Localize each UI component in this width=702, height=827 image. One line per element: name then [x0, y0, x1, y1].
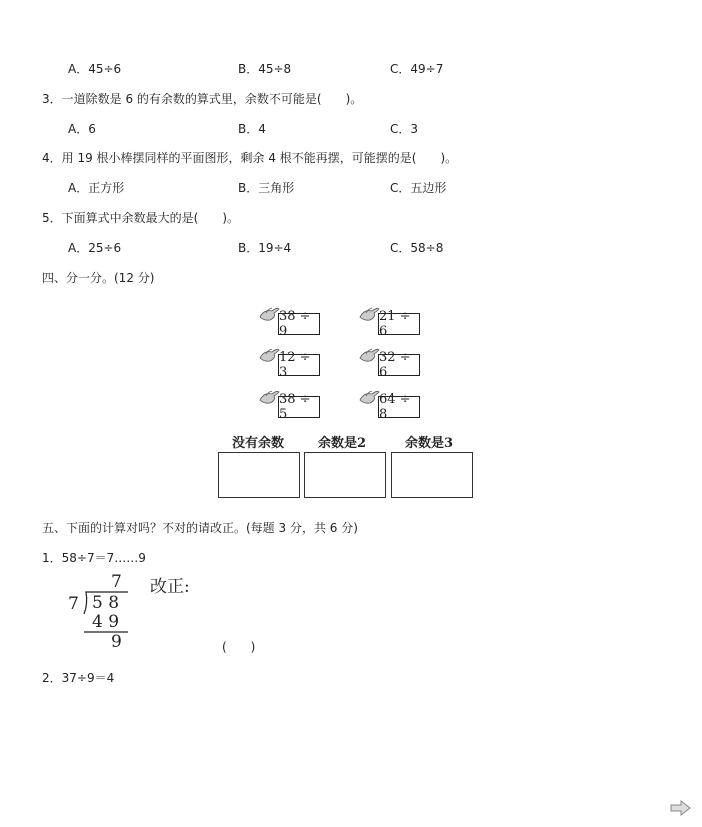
bird-icon [258, 346, 280, 366]
section4-title: 四、分一分。(12 分) [42, 271, 155, 285]
q4-option-b: B．三角形 [238, 181, 295, 195]
q5-option-a: A．25÷6 [68, 241, 122, 255]
q5-option-c: C．58÷8 [390, 241, 444, 255]
expression-box: 21 ÷ 6 [378, 313, 420, 335]
q3-option-a: A．6 [68, 122, 96, 136]
q4-option-a: A．正方形 [68, 181, 125, 195]
q3-option-b: B．4 [238, 122, 266, 136]
q5-text: 5．下面算式中余数最大的是( )。 [42, 211, 239, 225]
expression-box: 64 ÷ 8 [378, 396, 420, 418]
category-label-remainder-3: 余数是3 [405, 436, 454, 451]
divisor: 7 [68, 594, 79, 614]
bird-icon [358, 346, 380, 366]
long-division [60, 572, 150, 652]
q4-text: 4．用 19 根小棒摆同样的平面图形，剩余 4 根不能再摆，可能摆的是( )。 [42, 151, 458, 165]
section5-item2: 2．37÷9＝4 [42, 671, 115, 685]
division-bracket [60, 572, 150, 652]
expression-box: 38 ÷ 9 [278, 313, 320, 335]
bird-icon [358, 305, 380, 325]
bird-icon [258, 388, 280, 408]
q3-text: 3．一道除数是 6 的有余数的算式里，余数不可能是( )。 [42, 92, 363, 106]
q2-option-b: B．45÷8 [238, 62, 292, 76]
answer-paren[interactable]: ( ) [222, 640, 256, 654]
answer-box-no-remainder[interactable] [218, 452, 300, 498]
division-card [258, 305, 346, 339]
section5-item1: 1．58÷7＝7……9 [42, 551, 146, 565]
q4-option-c: C．五边形 [390, 181, 447, 195]
division-card [358, 346, 446, 380]
q3-option-c: C．3 [390, 122, 419, 136]
q2-option-a: A．45÷6 [68, 62, 122, 76]
product: 4 9 [92, 612, 120, 632]
division-card [358, 305, 446, 339]
q2-option-c: C．49÷7 [390, 62, 444, 76]
dividend: 5 8 [92, 593, 120, 613]
bird-icon [358, 388, 380, 408]
remainder: 9 [111, 632, 122, 652]
expression-box: 32 ÷ 6 [378, 354, 420, 376]
expression-box: 12 ÷ 3 [278, 354, 320, 376]
division-card [358, 388, 446, 422]
answer-box-remainder-3[interactable] [391, 452, 473, 498]
answer-box-remainder-2[interactable] [304, 452, 386, 498]
quotient: 7 [111, 572, 122, 592]
q5-option-b: B．19÷4 [238, 241, 292, 255]
correction-label: 改正: [150, 577, 190, 597]
category-label-no-remainder: 没有余数 [232, 436, 285, 451]
category-label-remainder-2: 余数是2 [318, 436, 367, 451]
next-page-arrow-icon[interactable] [670, 800, 692, 816]
bird-icon [258, 305, 280, 325]
expression-box: 38 ÷ 5 [278, 396, 320, 418]
division-card [258, 346, 346, 380]
section5-title: 五、下面的计算对吗？不对的请改正。(每题 3 分，共 6 分) [42, 521, 358, 535]
division-card [258, 388, 346, 422]
